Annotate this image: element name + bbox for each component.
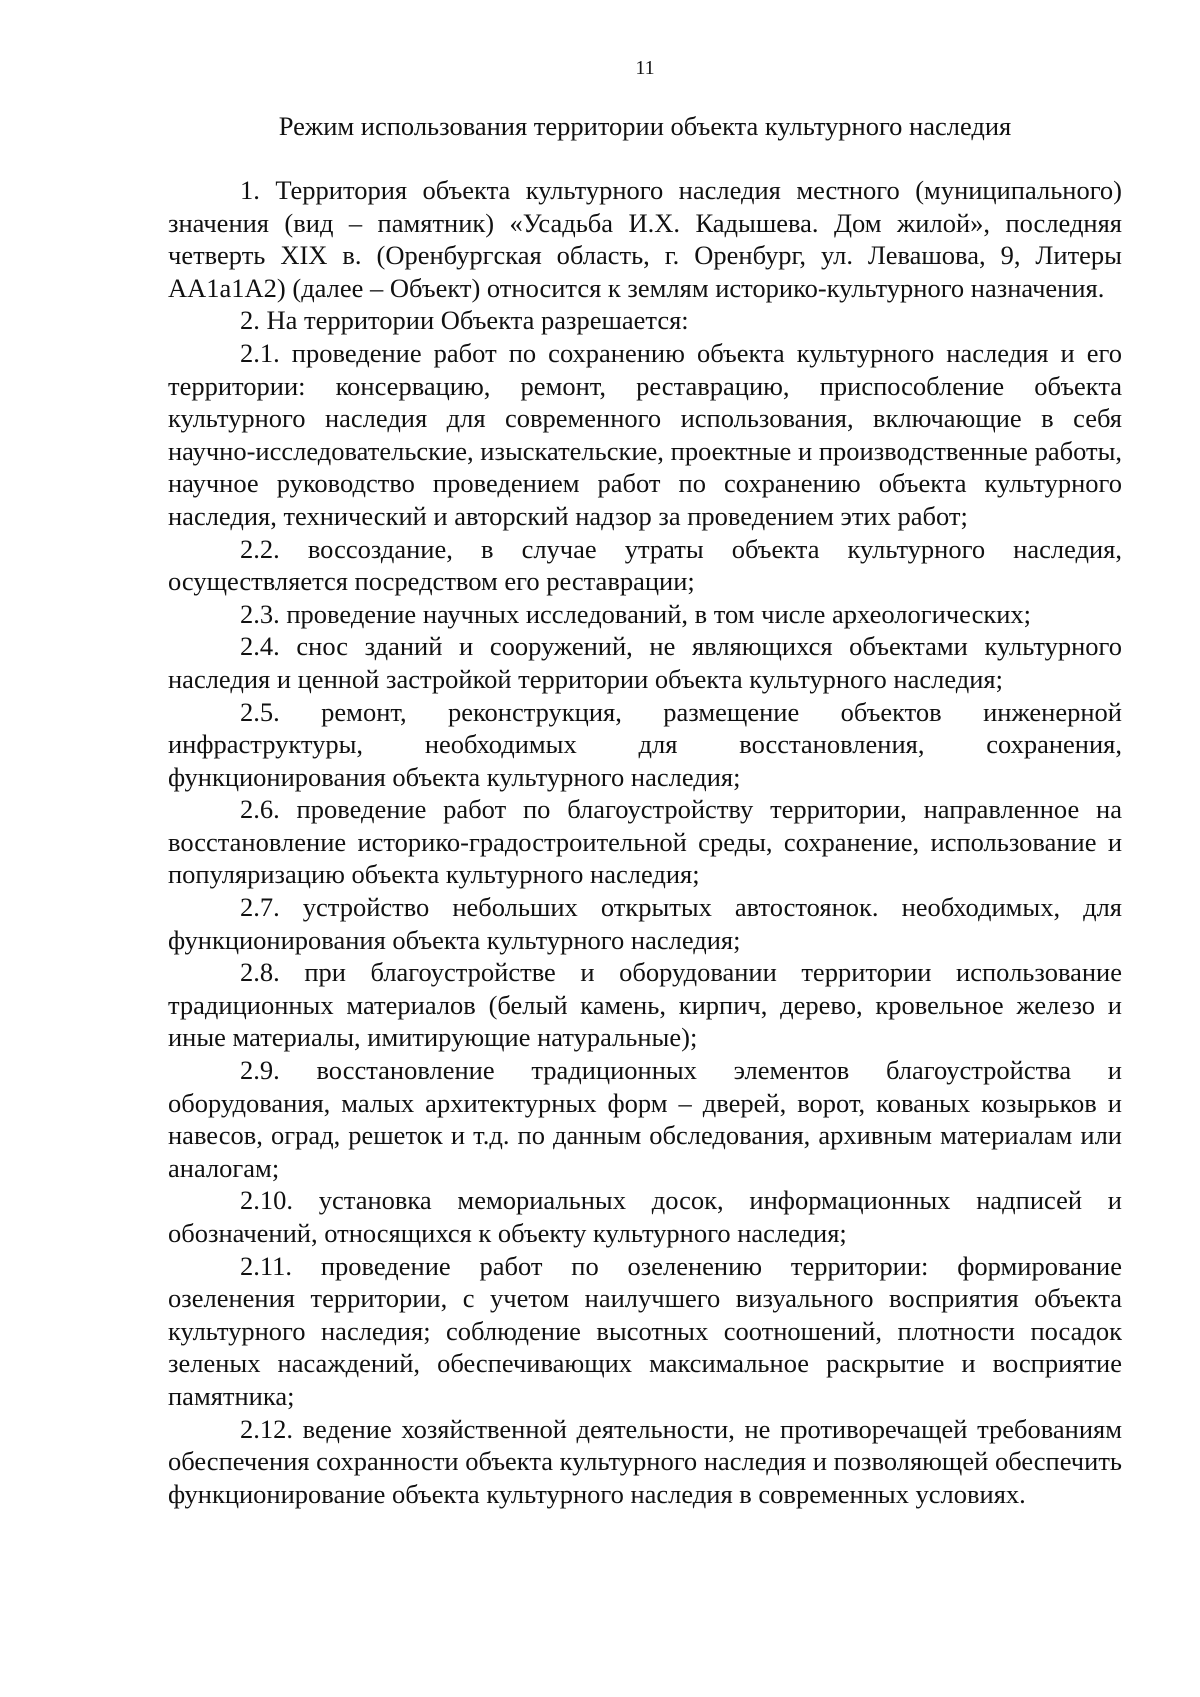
paragraph-2-8: 2.8. при благоустройстве и оборудовании территории использование традиционных материалов (белый камень, кирпич, дерево, кровельное железо и иные материалы, имитирующие натуральные);: [168, 957, 1122, 1053]
paragraph-2-6: 2.6. проведение работ по благоустройству территории, направленное на восстановление историко-градостроительной среды, сохранение, использование и популяризацию объекта культурного наследия;: [168, 794, 1122, 890]
paragraph-2-2: 2.2. воссоздание, в случае утраты объекта культурного наследия, осуществляется посредством его реставрации;: [168, 533, 1122, 597]
paragraph-2-7: 2.7. устройство небольших открытых автостоянок. необходимых, для функционирования объекта культурного наследия;: [168, 892, 1122, 955]
paragraph-2-12: 2.12. ведение хозяйственной деятельности, не противоречащей требованиям обеспечения сохранности объекта культурного наследия и позволяющей обеспечить функционирование объекта культурного наследия в современных условиях.: [168, 1413, 1122, 1509]
paragraph-1: 1. Территория объекта культурного наследия местного (муниципального) значения (вид – памятник) «Усадьба И.Х. Кадышева. Дом жилой», последняя четверть XIX в. (Оренбургская область, г. Оренбург, ул. Левашова, 9, Литеры АА1а1А2) (далее – Объект) относится к землям историко-культурного назначения.: [168, 175, 1122, 303]
paragraph-2-9: 2.9. восстановление традиционных элементов благоустройства и оборудования, малых архитектурных форм – дверей, ворот, кованых козырьков и навесов, оград, решеток и т.д. по данным обследования, архивным материалам или аналогам;: [168, 1055, 1122, 1183]
document-title: Режим использования территории объекта культурного наследия: [278, 111, 1012, 141]
paragraph-2-11: 2.11. проведение работ по озеленению территории: формирование озеленения территории, с учетом наилучшего визуального восприятия объекта культурного наследия; соблюдение высотных соотношений, плотности посадок зеленых насаждений, обеспечивающих максимальное раскрытие и восприятие памятника;: [168, 1250, 1122, 1411]
paragraph-2-1: 2.1. проведение работ по сохранению объекта культурного наследия и его территории: консервацию, ремонт, реставрацию, приспособление объекта культурного наследия для современного использования, включающие в себя научно-исследовательские, изыскательские, проектные и производственные работы, научное руководство проведением работ по сохранению объекта культурного наследия, технический и авторский надзор за проведением этих работ;: [168, 337, 1122, 531]
paragraph-2-10: 2.10. установка мемориальных досок, информационных надписей и обозначений, относящихся к объекту культурного наследия;: [168, 1185, 1122, 1248]
paragraph-2-3: 2.3. проведение научных исследований, в том числе археологических;: [240, 598, 1032, 629]
document-body: [168, 174, 1122, 1510]
paragraph-2-5: 2.5. ремонт, реконструкция, размещение объектов инженерной инфраструктуры, необходимых для восстановления, сохранения, функционирования объекта культурного наследия;: [168, 696, 1122, 792]
page-number: 11: [635, 57, 655, 79]
paragraph-2-4: 2.4. снос зданий и сооружений, не являющихся объектами культурного наследия и ценной застройкой территории объекта культурного наследия;: [168, 631, 1122, 694]
paragraph-2: 2. На территории Объекта разрешается:: [240, 305, 689, 336]
